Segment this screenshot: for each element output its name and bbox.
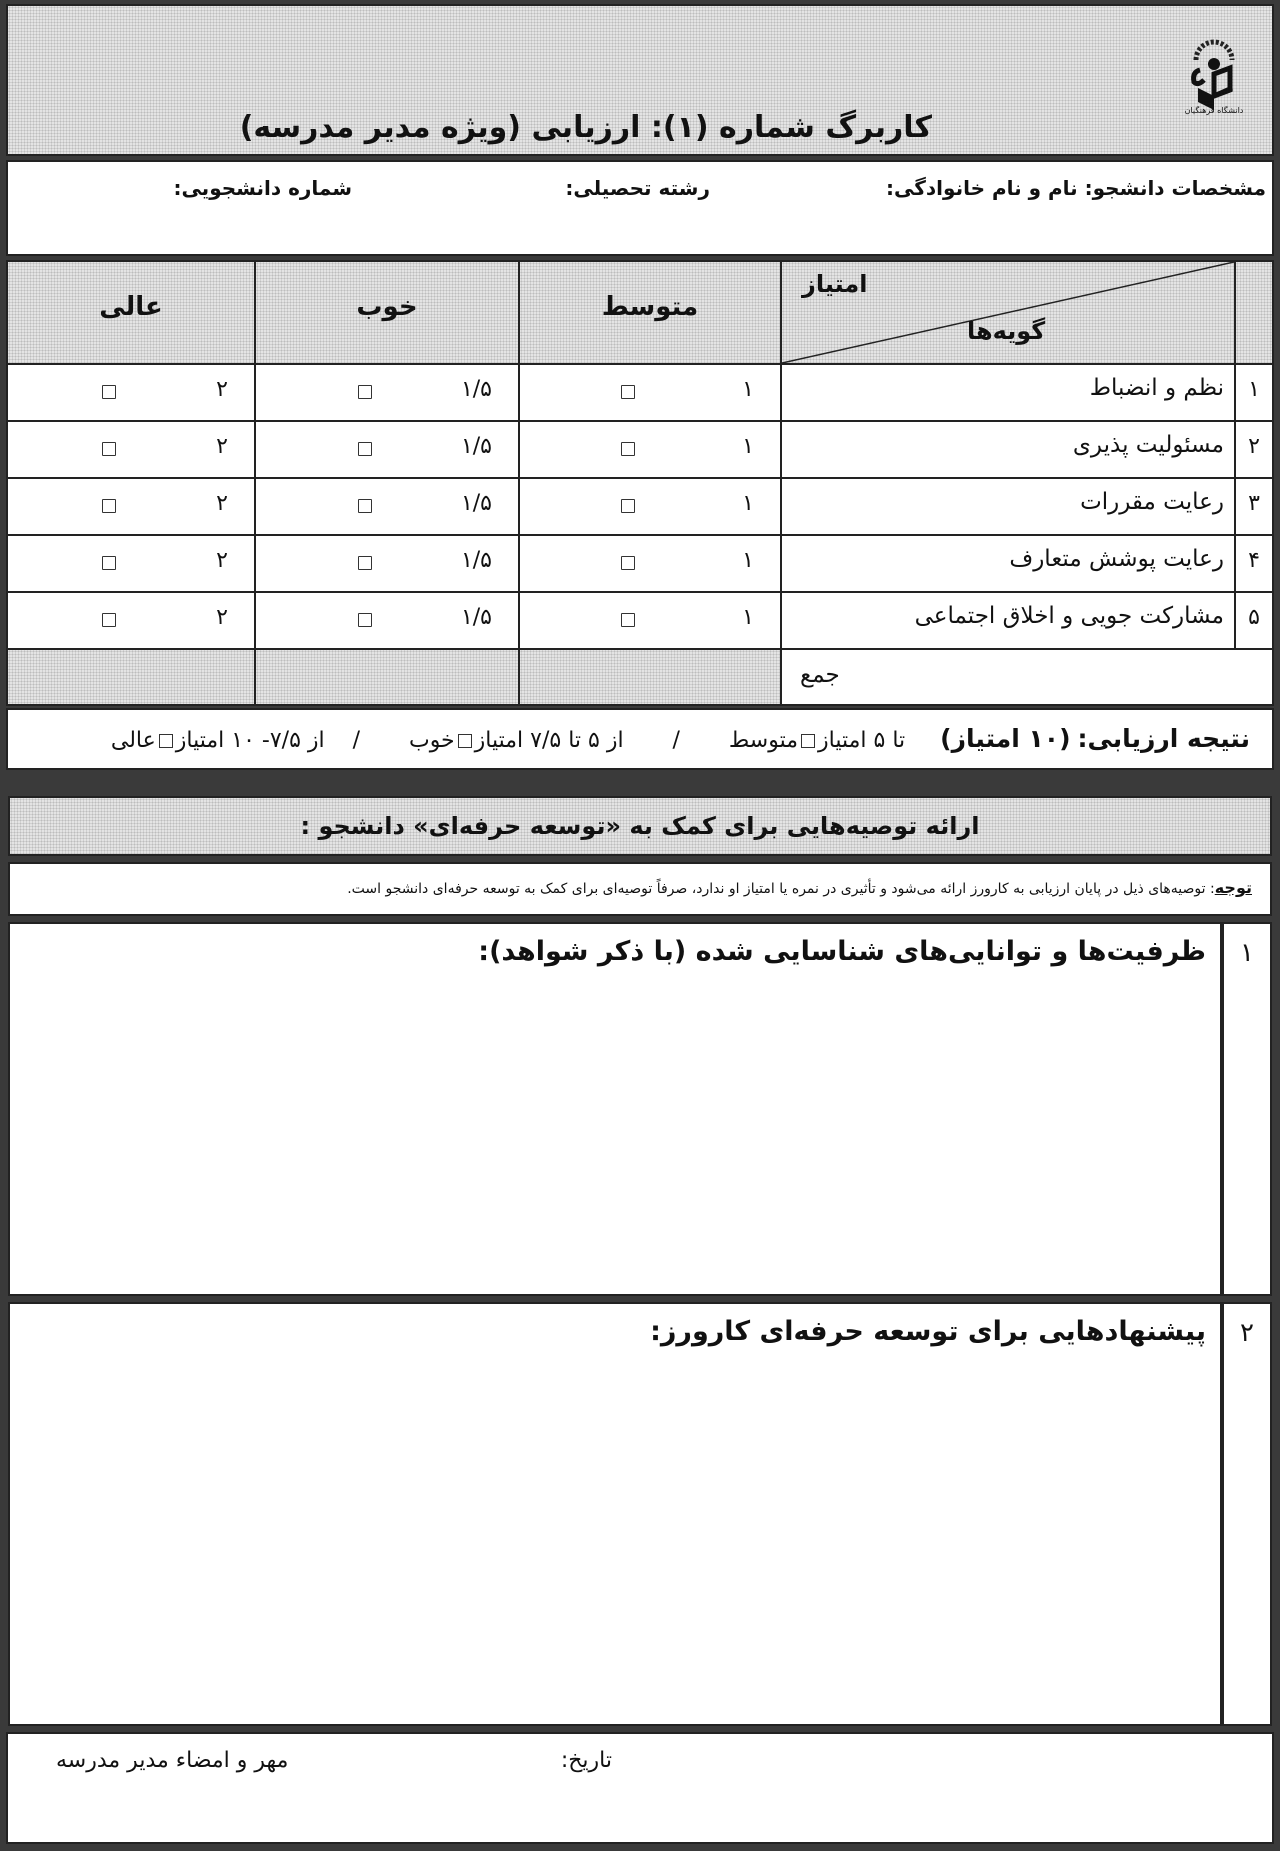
- option-good-range: از ۵ تا ۷/۵ امتیاز: [474, 728, 624, 753]
- suggestions-input-area[interactable]: [20, 1364, 1210, 1714]
- strengths-input-area[interactable]: [20, 984, 1210, 1284]
- signature-label: مهر و امضاء مدیر مدرسه: [56, 1748, 289, 1773]
- score-checkbox-good[interactable]: [358, 556, 372, 570]
- score-value: ۱: [742, 605, 754, 630]
- row-number: ۳: [1248, 491, 1260, 516]
- score-checkbox-excellent[interactable]: [102, 385, 116, 399]
- sum-cell-good: [256, 650, 520, 704]
- score-cell-average: [520, 365, 782, 422]
- score-value: ۲: [216, 548, 228, 573]
- score-value: ۲: [216, 434, 228, 459]
- criterion-cell: [782, 479, 1236, 536]
- sum-cell-average: [520, 650, 782, 704]
- criterion-label: مشارکت جویی و اخلاق اجتماعی: [914, 603, 1224, 629]
- score-checkbox-excellent[interactable]: [102, 556, 116, 570]
- column-header-average: [520, 262, 782, 365]
- score-cell-good: [256, 422, 520, 479]
- row-number-cell: [1236, 365, 1272, 422]
- evaluation-result-line: [111, 724, 1250, 753]
- sum-label-cell: [782, 650, 1272, 704]
- section-number: ۱: [1240, 938, 1254, 968]
- result-label: نتیجه ارزیابی:: [1077, 724, 1250, 753]
- score-cell-average: [520, 479, 782, 536]
- evaluation-result-row: [6, 708, 1274, 770]
- score-cell-excellent: [8, 422, 256, 479]
- score-checkbox-average[interactable]: [621, 556, 635, 570]
- note-row: [8, 862, 1272, 916]
- column-label-good: خوب: [356, 292, 418, 322]
- score-checkbox-good[interactable]: [358, 499, 372, 513]
- student-info-section: [6, 160, 1274, 256]
- option-good-checkbox[interactable]: [458, 734, 472, 748]
- score-value: ۲: [216, 491, 228, 516]
- row-number-cell: [1236, 422, 1272, 479]
- score-cell-good: [256, 536, 520, 593]
- student-id-field[interactable]: [42, 212, 192, 242]
- option-excellent-checkbox[interactable]: [159, 734, 173, 748]
- row-number: ۵: [1248, 605, 1260, 630]
- score-value: ۱: [742, 434, 754, 459]
- criterion-cell: [782, 422, 1236, 479]
- score-cell-average: [520, 536, 782, 593]
- option-average-label: متوسط: [728, 728, 799, 753]
- section-number-cell: [1222, 922, 1272, 1296]
- sum-cell-excellent: [8, 650, 256, 704]
- option-good-label: خوب: [408, 728, 455, 753]
- form-header: [6, 4, 1274, 156]
- score-checkbox-good[interactable]: [358, 385, 372, 399]
- row-number-cell: [1236, 479, 1272, 536]
- section-number-cell: [1222, 1302, 1272, 1726]
- score-checkbox-average[interactable]: [621, 499, 635, 513]
- score-value: ۱: [742, 548, 754, 573]
- score-checkbox-average[interactable]: [621, 613, 635, 627]
- option-excellent-label: عالی: [110, 728, 156, 753]
- row-number-cell: [1236, 536, 1272, 593]
- note: [347, 878, 1252, 897]
- strengths-title: ظرفیت‌ها و توانایی‌های شناسایی شده (با ذکر شواهد):: [478, 936, 1206, 967]
- score-cell-good: [256, 479, 520, 536]
- date-label: تاریخ:: [560, 1748, 612, 1773]
- criterion-cell: [782, 536, 1236, 593]
- suggestions-title: پیشنهادهایی برای توسعه حرفه‌ای کارورز:: [650, 1316, 1206, 1347]
- score-value: ۲: [216, 377, 228, 402]
- score-value: ۱: [742, 491, 754, 516]
- option-average-range: تا ۵ امتیاز: [818, 728, 906, 753]
- score-cell-excellent: [8, 365, 256, 422]
- field-of-study-field[interactable]: [422, 212, 572, 242]
- column-header-excellent: [8, 262, 256, 365]
- criterion-cell: [782, 365, 1236, 422]
- score-checkbox-good[interactable]: [358, 613, 372, 627]
- number-column-header: [1236, 262, 1272, 365]
- corner-header-cell: [782, 262, 1236, 365]
- score-value: ۱/۵: [460, 548, 492, 573]
- score-value: ۱/۵: [460, 605, 492, 630]
- score-cell-good: [256, 593, 520, 650]
- score-checkbox-average[interactable]: [621, 442, 635, 456]
- recommendations-header: [8, 796, 1272, 856]
- criterion-label: رعایت پوشش متعارف: [1009, 546, 1224, 572]
- strengths-section: [8, 922, 1222, 1296]
- score-checkbox-excellent[interactable]: [102, 499, 116, 513]
- score-cell-average: [520, 422, 782, 479]
- option-average-checkbox[interactable]: [801, 734, 815, 748]
- row-number-cell: [1236, 593, 1272, 650]
- result-total: (۱۰ امتیاز): [940, 724, 1071, 753]
- corner-label-score: امتیاز: [802, 270, 868, 298]
- criterion-label: نظم و انضباط: [1089, 375, 1224, 401]
- note-label: توجه: [1214, 878, 1252, 897]
- row-number: ۴: [1248, 548, 1260, 573]
- field-of-study-label: رشته تحصیلی:: [565, 176, 710, 200]
- row-number: ۲: [1248, 434, 1260, 459]
- score-cell-average: [520, 593, 782, 650]
- separator: /: [672, 728, 680, 753]
- column-label-excellent: عالی: [99, 292, 163, 322]
- score-cell-good: [256, 365, 520, 422]
- column-header-good: [256, 262, 520, 365]
- logo-caption: دانشگاه فرهنگیان: [1184, 106, 1244, 115]
- section-number: ۲: [1240, 1318, 1254, 1348]
- note-text: : توصیه‌های ذیل در پایان ارزیابی به کارورز ارائه می‌شود و تأثیری در نمره یا امتیاز او ندارد، صرفاً توصیه‌ای برای کمک به توسعه حرفه‌ای دانشجو است.: [347, 881, 1215, 897]
- recommendations-title: ارائه توصیه‌هایی برای کمک به «توسعه حرفه‌ای» دانشجو :: [300, 812, 980, 840]
- suggestions-section: [8, 1302, 1222, 1726]
- score-cell-excellent: [8, 536, 256, 593]
- signature-footer: [6, 1732, 1274, 1844]
- score-value: ۲: [216, 605, 228, 630]
- separator: /: [352, 728, 361, 753]
- score-value: ۱/۵: [460, 377, 492, 402]
- criterion-label: مسئولیت پذیری: [1072, 432, 1224, 458]
- score-checkbox-good[interactable]: [358, 442, 372, 456]
- form-title: کاربرگ شماره (۱): ارزیابی (ویژه مدیر مدرسه): [239, 110, 932, 145]
- criterion-label: رعایت مقررات: [1080, 489, 1224, 515]
- column-label-average: متوسط: [601, 292, 699, 322]
- score-cell-excellent: [8, 593, 256, 650]
- score-value: ۱: [742, 377, 754, 402]
- score-cell-excellent: [8, 479, 256, 536]
- score-checkbox-excellent[interactable]: [102, 442, 116, 456]
- sum-label: جمع: [800, 662, 840, 688]
- student-id-label: شماره دانشجویی:: [173, 176, 352, 200]
- score-value: ۱/۵: [460, 491, 492, 516]
- corner-label-criteria: گویه‌ها: [967, 317, 1046, 345]
- option-excellent-range: از ۷/۵- ۱۰ امتیاز: [175, 728, 325, 753]
- student-name-label: مشخصات دانشجو: نام و نام خانوادگی:: [886, 176, 1266, 200]
- row-number: ۱: [1248, 377, 1260, 402]
- score-value: ۱/۵: [460, 434, 492, 459]
- score-checkbox-excellent[interactable]: [102, 613, 116, 627]
- score-checkbox-average[interactable]: [621, 385, 635, 399]
- student-name-field[interactable]: [742, 212, 892, 242]
- evaluation-table: [6, 260, 1274, 706]
- criterion-cell: [782, 593, 1236, 650]
